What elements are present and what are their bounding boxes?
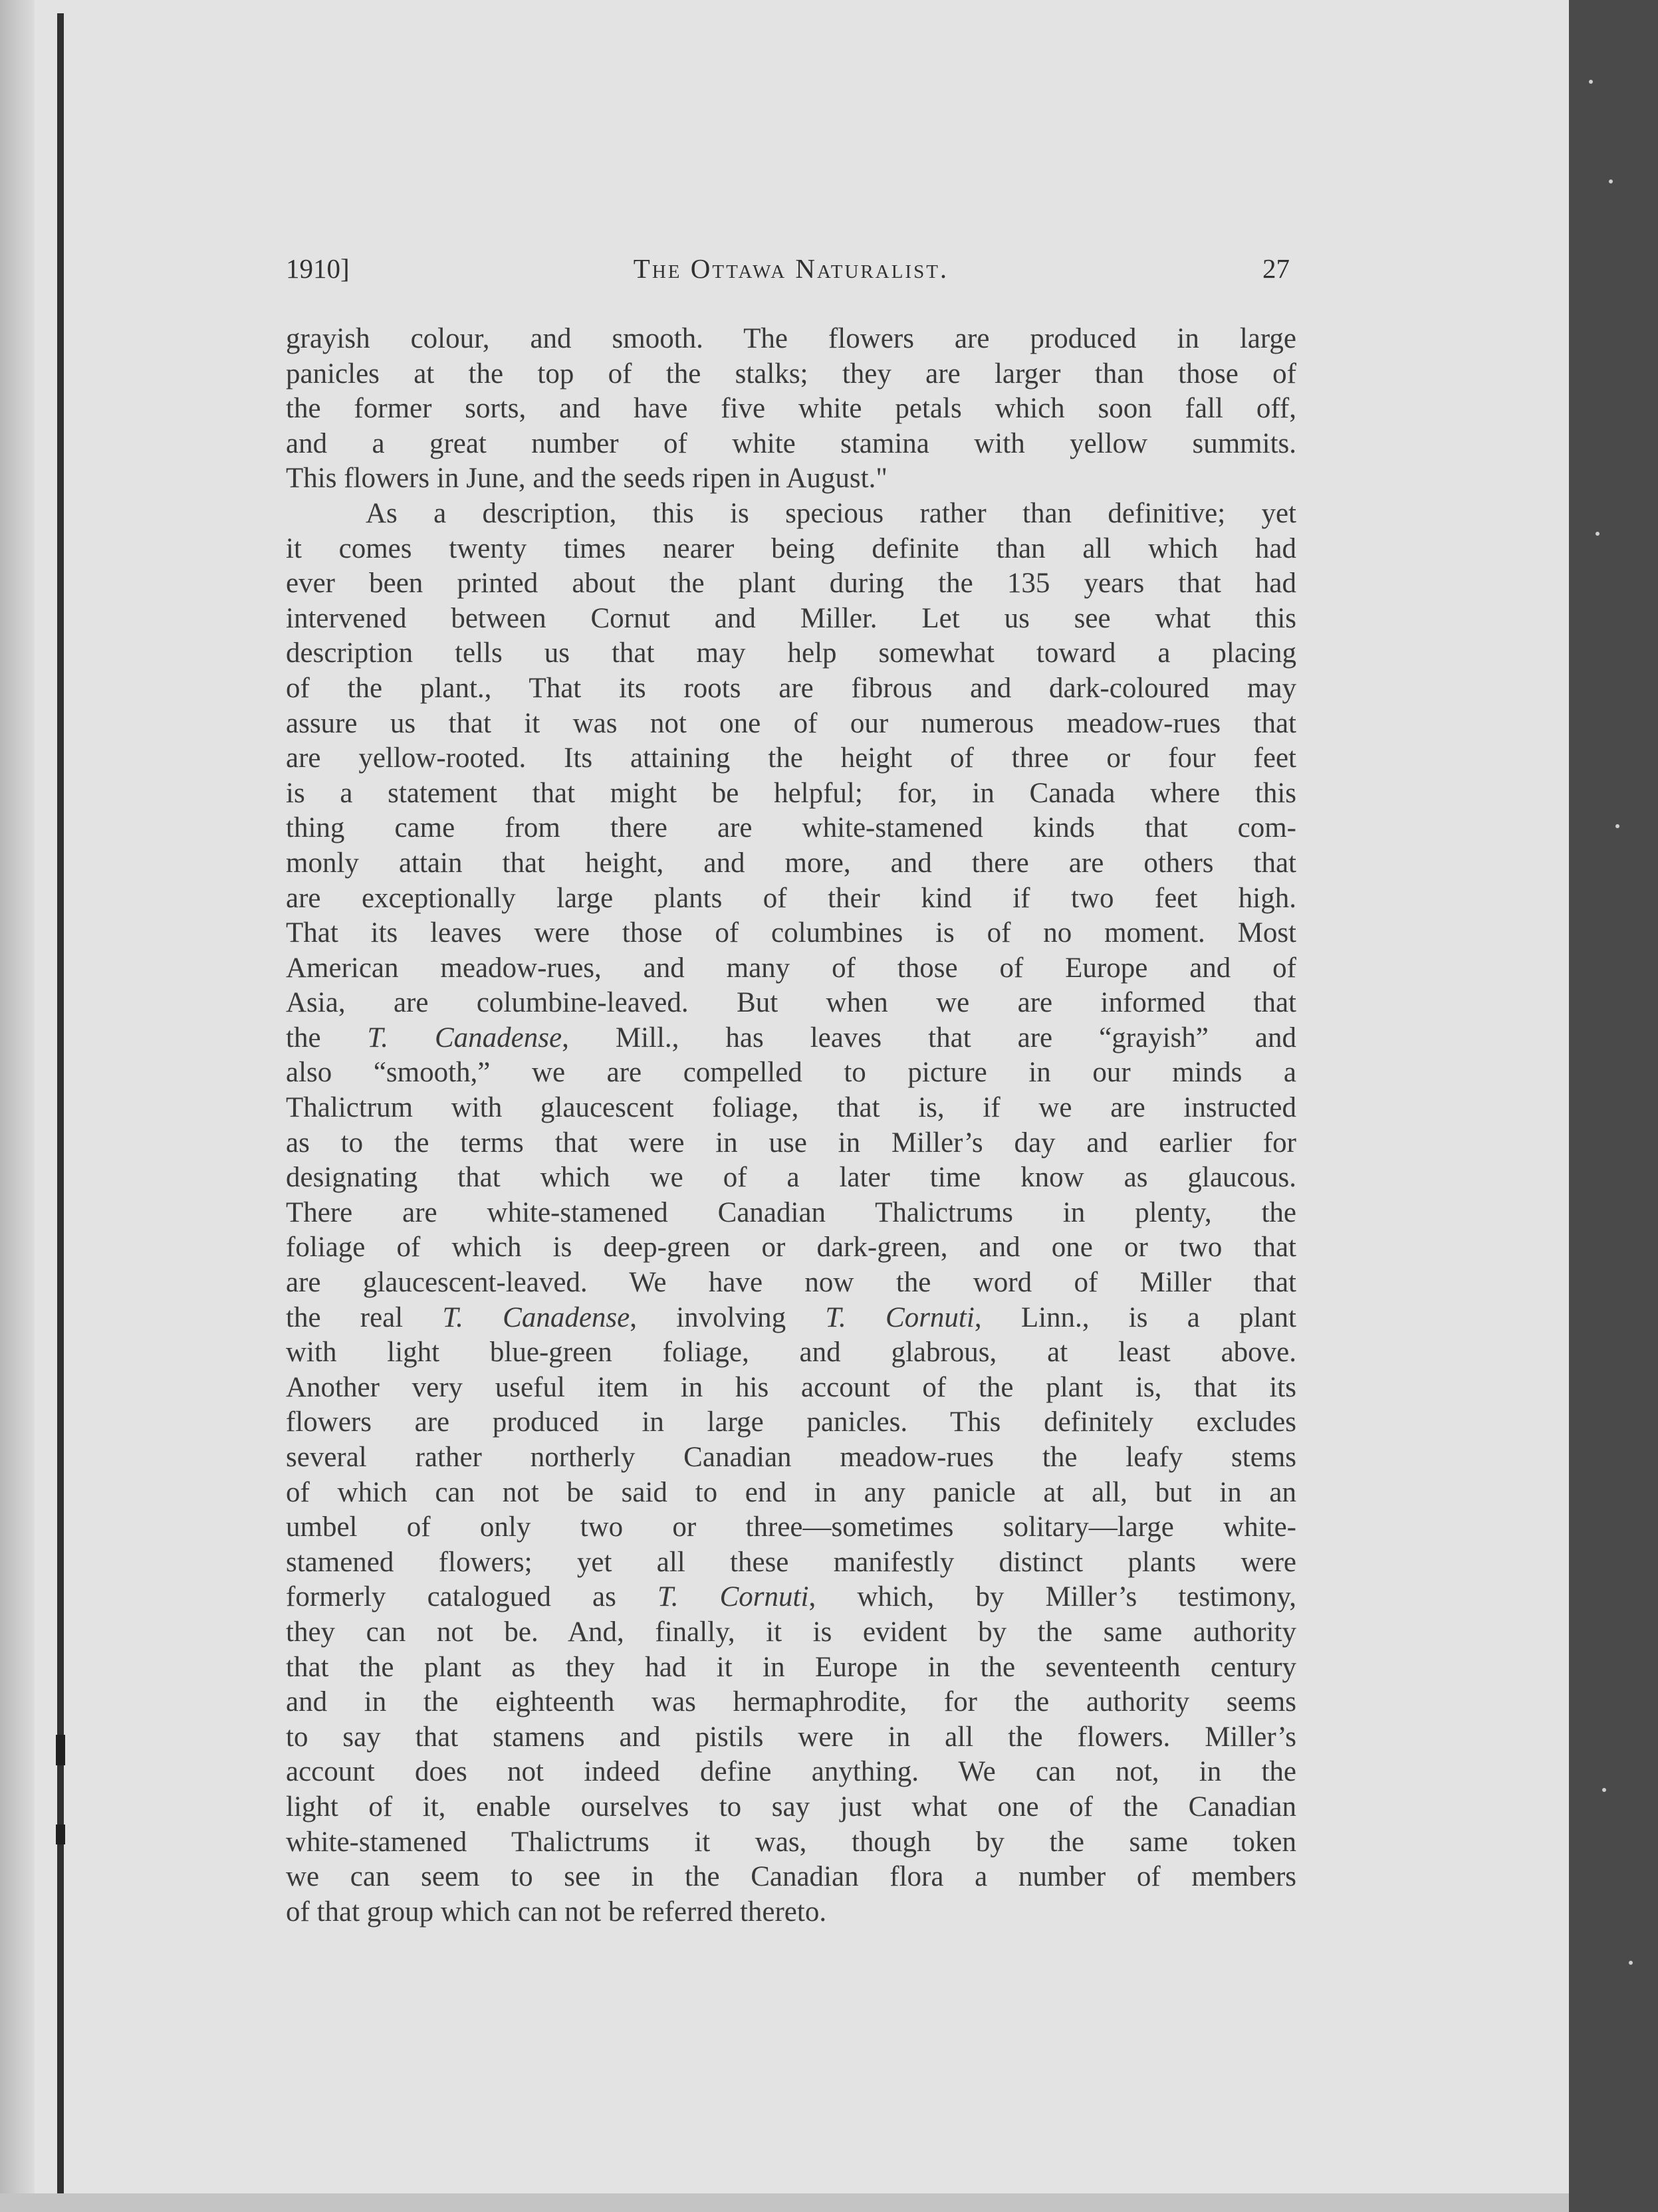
text-line: that the plant as they had it in Europe in the seventeenth century [286, 1651, 1296, 1683]
edge-speck [1609, 179, 1613, 183]
running-head [286, 253, 1296, 292]
edge-speck [1615, 824, 1619, 828]
species-name: T. Canadense [367, 1022, 562, 1053]
text-line: the T. Canadense, Mill., has leaves that are “grayish” and [286, 1022, 1296, 1053]
text-line: stamened flowers; yet all these manifestly distinct plants were [286, 1546, 1296, 1578]
text-line: designating that which we of a later time know as glaucous. [286, 1162, 1296, 1194]
species-name: T. Canadense [442, 1301, 630, 1333]
text-line: and in the eighteenth was hermaphrodite, for the authority seems [286, 1686, 1296, 1718]
text-line: we can seem to see in the Canadian flora a number of members [286, 1861, 1296, 1893]
text-line: intervened between Cornut and Miller. Let us see what this [286, 602, 1296, 634]
species-name: T. Cornuti [825, 1301, 975, 1333]
text-line: foliage of which is deep-green or dark-green, and one or two that [286, 1232, 1296, 1264]
text-line: American meadow-rues, and many of those of Europe and of [286, 952, 1296, 984]
text-line: as to the terms that were in use in Miller’s day and earlier for [286, 1127, 1296, 1159]
text-line: ever been printed about the plant during the 135 years that had [286, 568, 1296, 600]
edge-speck [1602, 1788, 1606, 1792]
text-line: are glaucescent-leaved. We have now the word of Miller that [286, 1267, 1296, 1299]
paragraph-first-line: As a description, this is specious rather than definitive; yet [366, 497, 1296, 529]
text-line: to say that stamens and pistils were in all the flowers. Miller’s [286, 1721, 1296, 1753]
text-line: are exceptionally large plants of their kind if two feet high. [286, 882, 1296, 914]
text-line: grayish colour, and smooth. The flowers are produced in large [286, 323, 1296, 354]
edge-speck [1589, 80, 1593, 84]
binding-mark [56, 1825, 65, 1844]
text-line: There are white-stamened Canadian Thalictrums in plenty, the [286, 1196, 1296, 1228]
text-line: flowers are produced in large panicles. This definitely excludes [286, 1406, 1296, 1438]
edge-speck [1629, 1961, 1633, 1965]
text-line: also “smooth,” we are compelled to picture in our minds a [286, 1057, 1296, 1089]
text-line: of which can not be said to end in any panicle at all, but in an [286, 1476, 1296, 1508]
text-line: it comes twenty times nearer being definite than all which had [286, 532, 1296, 564]
bottom-margin-strip [0, 2193, 1569, 2212]
text-line: and a great number of white stamina with yellow summits. [286, 427, 1296, 459]
text-line: white-stamened Thalictrums it was, though by the same token [286, 1826, 1296, 1858]
text-line: the former sorts, and have five white petals which soon fall off, [286, 393, 1296, 425]
adjacent-page-edge [1569, 0, 1658, 2212]
text-line: they can not be. And, finally, it is evident by the same authority [286, 1616, 1296, 1648]
text-line: several rather northerly Canadian meadow-rues the leafy stems [286, 1442, 1296, 1473]
text-line: That its leaves were those of columbines is of no moment. Most [286, 917, 1296, 949]
text-line: formerly catalogued as T. Cornuti, which, by Miller’s testimony, [286, 1581, 1296, 1613]
text-line: account does not indeed define anything. We can not, in the [286, 1756, 1296, 1788]
text-line: with light blue-green foliage, and glabrous, at least above. [286, 1337, 1296, 1369]
text-line: Thalictrum with glaucescent foliage, that is, if we are instructed [286, 1092, 1296, 1124]
text-line: of that group which can not be referred thereto. [286, 1896, 827, 1928]
edge-speck [1596, 532, 1599, 536]
text-line: Another very useful item in his account of the plant is, that its [286, 1371, 1296, 1403]
text-line: of the plant., That its roots are fibrous and dark-coloured may [286, 672, 1296, 704]
text-line: umbel of only two or three—sometimes solitary—large white- [286, 1511, 1296, 1543]
text-line: light of it, enable ourselves to say just what one of the Canadian [286, 1791, 1296, 1823]
page-number: 27 [1262, 253, 1290, 284]
text-line: thing came from there are white-stamened kinds that com- [286, 812, 1296, 844]
text-line: monly attain that height, and more, and there are others that [286, 847, 1296, 879]
journal-title: The Ottawa Naturalist. [633, 253, 949, 284]
binding-edge [57, 13, 64, 2200]
text-line: description tells us that may help somewhat toward a placing [286, 637, 1296, 669]
text-line: assure us that it was not one of our numerous meadow-rues that [286, 707, 1296, 739]
running-head-year: 1910] [286, 253, 350, 284]
text-line: is a statement that might be helpful; for, in Canada where this [286, 777, 1296, 809]
text-line: Asia, are columbine-leaved. But when we are informed that [286, 987, 1296, 1019]
binding-mark [56, 1735, 65, 1765]
body-text [286, 322, 1296, 1930]
species-name: T. Cornuti [657, 1581, 809, 1613]
binding-shadow [0, 0, 35, 2212]
text-line: panicles at the top of the stalks; they are larger than those of [286, 358, 1296, 389]
text-line: are yellow-rooted. Its attaining the height of three or four feet [286, 742, 1296, 774]
text-line: the real T. Canadense, involving T. Cornuti, Linn., is a plant [286, 1301, 1296, 1333]
text-line: This flowers in June, and the seeds ripen in August." [286, 463, 888, 495]
